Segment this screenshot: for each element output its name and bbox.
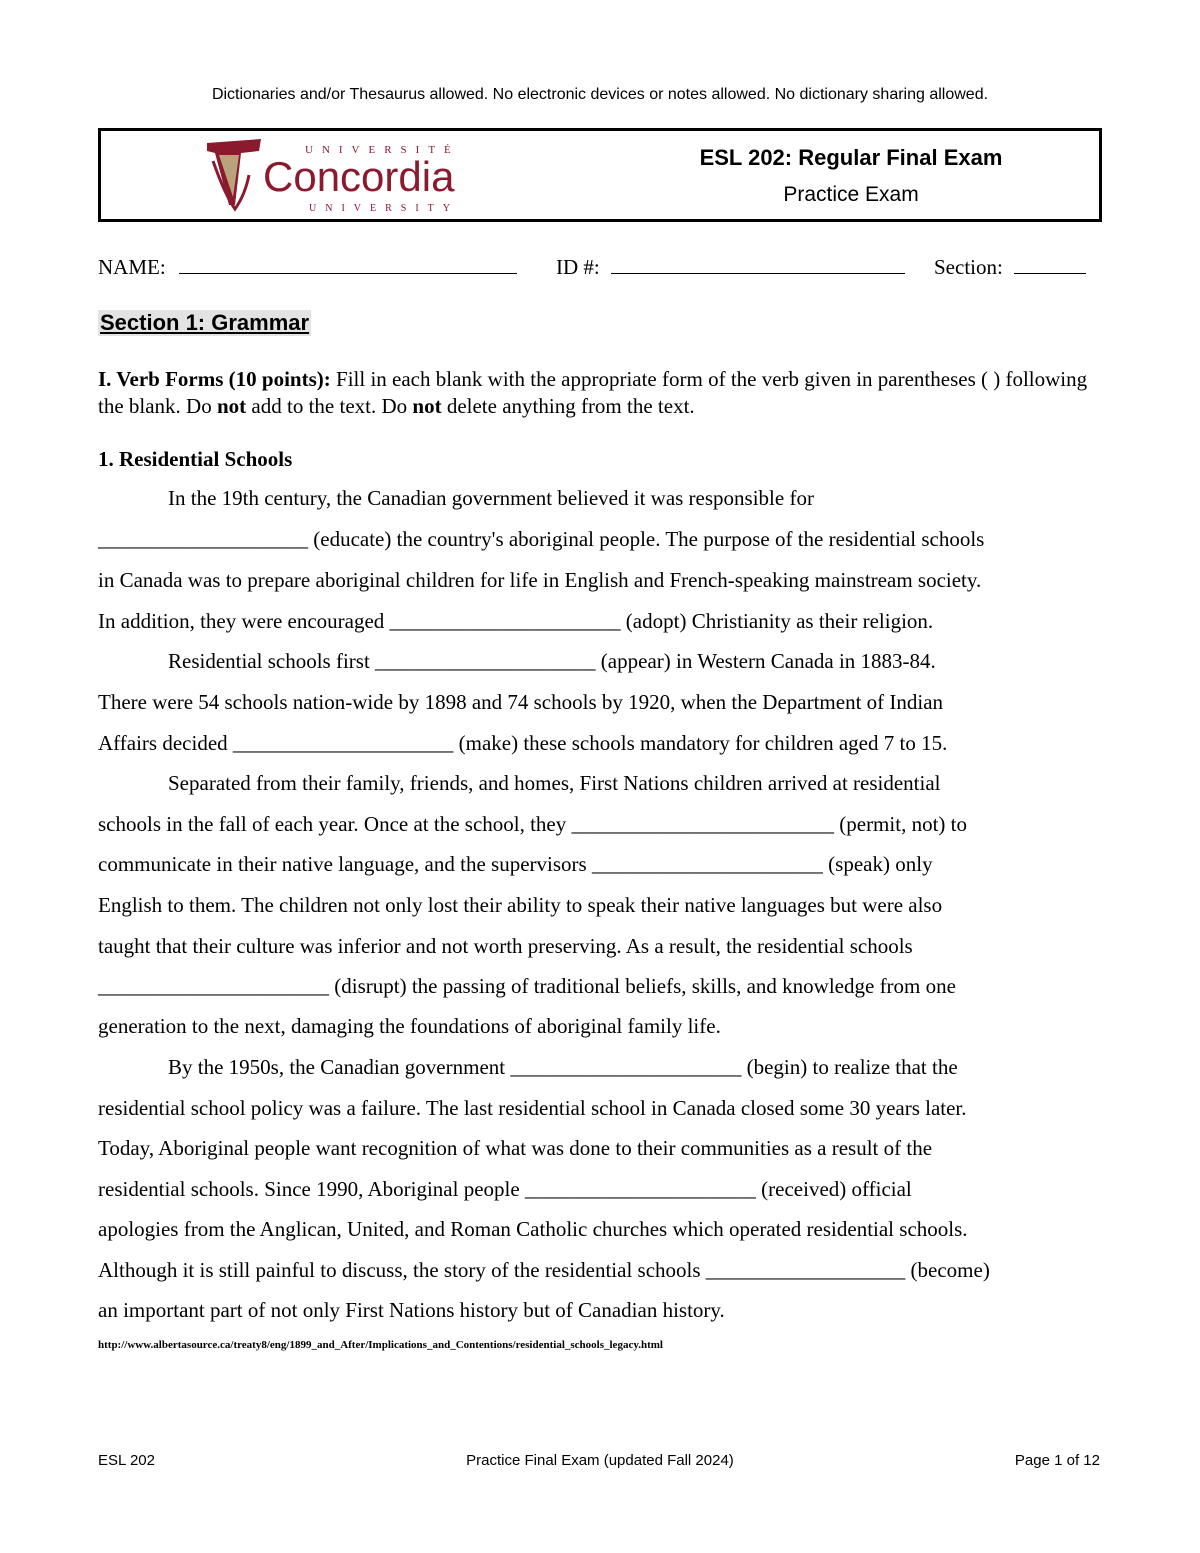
name-field xyxy=(98,255,517,280)
footer-page-number: Page 1 of 12 xyxy=(1014,1452,1100,1469)
question-emphasis-1: not xyxy=(216,394,247,418)
passage-line: Residential schools first _____________________ (appear) in Western Canada in 1883-84. xyxy=(168,649,936,673)
id-blank[interactable] xyxy=(611,255,905,274)
name-blank[interactable] xyxy=(179,255,517,274)
passage-line: Separated from their family, friends, and homes, First Nations children arrived at residential xyxy=(168,771,941,795)
passage-line: Today, Aboriginal people want recognition of what was done to their communities as a result of the xyxy=(98,1136,933,1160)
passage-line: English to them. The children not only lost their ability to speak their native languages but were also xyxy=(98,893,943,917)
passage-line: Although it is still painful to discuss, the story of the residential schools ___________________ (become) xyxy=(98,1258,990,1282)
logo-bottom-text: UNIVERSITY xyxy=(309,203,459,213)
passage-line: taught that their culture was inferior and not worth preserving. As a result, the residential schools xyxy=(98,934,913,958)
question-text-2: add to the text. Do xyxy=(246,394,413,418)
question-emphasis-2: not xyxy=(412,394,442,418)
section-blank[interactable] xyxy=(1014,255,1086,274)
passage-line: apologies from the Anglican, United, and Roman Catholic churches which operated residential schools. xyxy=(98,1217,968,1241)
passage-line: schools in the fall of each year. Once at the school, they _________________________ (permit, not) to xyxy=(98,812,967,836)
logo-top-text: UNIVERSITÉ xyxy=(305,144,460,156)
source-link[interactable]: http://www.albertasource.ca/treaty8/eng/1899_and_After/Implications_and_Contentions/residential_schools_legacy.html xyxy=(98,1339,663,1351)
id-label: ID #: xyxy=(556,255,600,279)
passage-line: In the 19th century, the Canadian government believed it was responsible for xyxy=(168,486,814,510)
id-field xyxy=(556,255,905,280)
passage-line: residential school policy was a failure. The last residential school in Canada closed some 30 years later. xyxy=(98,1096,967,1120)
section-field xyxy=(934,255,1086,280)
exam-subtitle: Practice Exam xyxy=(783,183,919,206)
passage-line: In addition, they were encouraged ______________________ (adopt) Christianity as their religion. xyxy=(98,609,934,633)
question-label: I. Verb Forms (10 points): xyxy=(98,367,331,391)
footer-course: ESL 202 xyxy=(98,1452,155,1469)
passage-line: in Canada was to prepare aboriginal children for life in English and French-speaking mainstream society. xyxy=(98,568,982,592)
passage-line: By the 1950s, the Canadian government ______________________ (begin) to realize that the xyxy=(168,1055,958,1079)
passage-line: generation to the next, damaging the foundations of aboriginal family life. xyxy=(98,1014,721,1038)
passage-line: There were 54 schools nation-wide by 1898 and 74 schools by 1920, when the Department of Indian xyxy=(98,690,944,714)
concordia-logo xyxy=(205,135,503,213)
section-label: Section: xyxy=(934,255,1003,279)
passage-line: an important part of not only First Nations history but of Canadian history. xyxy=(98,1298,725,1322)
exam-instructions: Dictionaries and/or Thesaurus allowed. No electronic devices or notes allowed. No dictionary sharing allowed. xyxy=(211,86,989,103)
section-heading: Section 1: Grammar xyxy=(100,310,310,335)
logo-wordmark: Concordia xyxy=(263,153,455,200)
footer-exam-name: Practice Final Exam (updated Fall 2024) xyxy=(466,1452,734,1469)
passage-line: Affairs decided _____________________ (make) these schools mandatory for children aged 7 to 15. xyxy=(98,731,948,755)
passage-line: communicate in their native language, and the supervisors ______________________ (speak) only xyxy=(98,852,933,876)
exam-header-box xyxy=(98,128,1102,222)
passage-line: residential schools. Since 1990, Aboriginal people ______________________ (received) official xyxy=(98,1177,912,1201)
question-text-1: Fill in each blank with the appropriate form of the verb given in parentheses ( ) following the blank. Do xyxy=(98,367,1088,418)
name-label: NAME: xyxy=(98,255,166,279)
passage-line: ______________________ (disrupt) the passing of traditional beliefs, skills, and knowledge from one xyxy=(98,974,956,998)
question-text-3: delete anything from the text. xyxy=(441,394,695,418)
passage-title: 1. Residential Schools xyxy=(98,447,293,471)
passage-line: ____________________ (educate) the country's aboriginal people. The purpose of the residential schools xyxy=(98,527,985,551)
exam-title: ESL 202: Regular Final Exam xyxy=(699,145,1003,170)
question-instructions xyxy=(98,366,1098,420)
